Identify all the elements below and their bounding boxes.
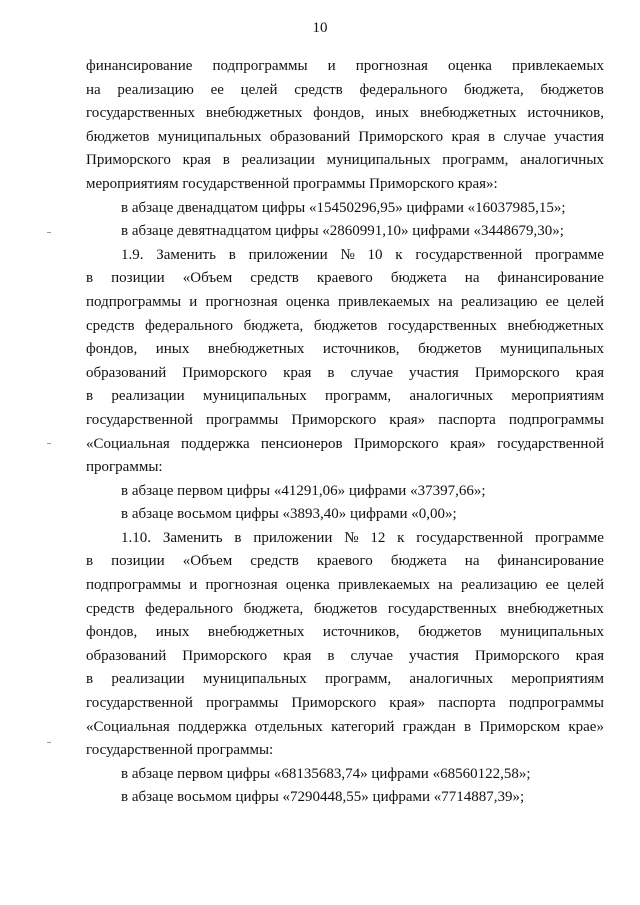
word: бюджетов [86, 128, 150, 145]
word: в [86, 388, 94, 405]
word: № [340, 246, 355, 263]
word: Приморского [182, 364, 268, 381]
text-line: государственной программы: [86, 742, 274, 759]
word: государственной [86, 411, 193, 428]
word: и [189, 293, 198, 310]
word: прогнозная [205, 293, 278, 310]
word: аналогичных [409, 388, 494, 405]
word: категорий [331, 718, 395, 735]
word: внебюджетных [207, 341, 305, 358]
text-line [86, 244, 604, 268]
word: муниципальных [157, 128, 262, 145]
word: программы [205, 695, 279, 712]
text-line [86, 362, 604, 386]
text-line [86, 645, 604, 669]
word: федерального [359, 81, 448, 98]
word: бюджетов [313, 600, 378, 617]
word: муниципальных [500, 624, 604, 641]
word: привлекаемых [337, 577, 430, 594]
text-line [86, 433, 604, 457]
word: в [222, 152, 230, 169]
word: подпрограммы [86, 577, 182, 594]
word: подпрограммы [86, 293, 182, 310]
word: фондов, [86, 341, 138, 358]
text-line [86, 149, 604, 173]
text-line: мероприятиям государственной программы Приморского края»: [86, 175, 498, 192]
word: подпрограммы [212, 58, 308, 74]
word: внебюджетных [419, 105, 517, 122]
text-line [86, 574, 604, 598]
word: случае [350, 364, 393, 381]
text-line: программы: [86, 459, 163, 476]
word: реализацию [117, 81, 194, 98]
word: края» [389, 695, 426, 712]
word: Заменить [162, 529, 223, 546]
word: к [397, 529, 405, 546]
word: участия [408, 364, 459, 381]
word: приложении [253, 529, 333, 546]
word: аналогичных [520, 152, 604, 169]
word: на [438, 577, 453, 594]
word: паспорта [438, 411, 496, 428]
word: Приморского [182, 647, 268, 664]
word: образований [269, 128, 351, 145]
word: края [283, 364, 312, 381]
text-line [86, 716, 604, 740]
word: государственной [497, 435, 604, 452]
word: муниципальных [202, 388, 307, 405]
word: позиции [111, 553, 165, 570]
word: источников, [322, 341, 400, 358]
word: фондов, [313, 105, 365, 122]
word: оценка [285, 577, 330, 594]
text-line [86, 621, 604, 645]
word: Приморского [291, 695, 377, 712]
word: средств [86, 317, 135, 334]
word: Приморском [479, 718, 561, 735]
word: бюджета, [243, 317, 304, 334]
word: подпрограммы [508, 695, 604, 712]
word: программ, [442, 152, 509, 169]
text-line [86, 668, 604, 692]
word: мероприятиям [511, 388, 604, 405]
word: 1.9. [121, 246, 144, 263]
margin-mark [47, 232, 51, 233]
word: участия [408, 647, 459, 664]
word: случае [350, 647, 393, 664]
word: в [327, 647, 335, 664]
word: внебюджетных [207, 624, 305, 641]
word: программ, [325, 671, 392, 688]
word: на [464, 270, 480, 287]
word: ее [545, 293, 559, 310]
word: в [228, 246, 236, 263]
word: позиции [111, 270, 165, 287]
word: средств [294, 81, 343, 98]
word: государственной [415, 246, 523, 263]
word: бюджета, [243, 600, 304, 617]
word: прогнозная [355, 58, 428, 74]
word: и [327, 58, 336, 74]
word: образований [86, 364, 167, 381]
word: к [395, 246, 403, 263]
word: поддержка [178, 718, 247, 735]
word: в [488, 128, 496, 145]
word: Заменить [156, 246, 217, 263]
text-line [86, 315, 604, 339]
word: федерального [145, 600, 234, 617]
word: аналогичных [409, 671, 494, 688]
word: программе [534, 529, 604, 546]
word: внебюджетных [507, 317, 604, 334]
word: государственных [387, 317, 497, 334]
text-line [86, 385, 604, 409]
word: в [86, 671, 94, 688]
text-line: в абзаце первом цифры «68135683,74» цифрами «68560122,58»; [121, 765, 531, 782]
word: внебюджетных [507, 600, 604, 617]
word: федерального [145, 317, 234, 334]
word: Приморского [474, 647, 560, 664]
text-line [86, 598, 604, 622]
word: паспорта [438, 695, 496, 712]
word: оценка [447, 58, 492, 74]
word: участия [554, 128, 604, 145]
text-line [86, 692, 604, 716]
word: финансирование [497, 553, 604, 570]
word: иных [155, 624, 190, 641]
word: реализации [111, 388, 185, 405]
text-line [86, 126, 604, 150]
word: привлекаемых [511, 58, 604, 74]
word: на [86, 81, 101, 98]
word: мероприятиям [511, 671, 604, 688]
text-line [86, 550, 604, 574]
word: поддержка [181, 435, 250, 452]
margin-mark [47, 443, 51, 444]
word: подпрограммы [508, 411, 604, 428]
word: «Социальная [86, 435, 170, 452]
text-line: в абзаце двенадцатом цифры «15450296,95» цифрами «16037985,15»; [121, 199, 566, 216]
word: программы [205, 411, 279, 428]
word: 10 [367, 246, 383, 263]
word: оценка [285, 293, 330, 310]
word: в [86, 553, 94, 570]
word: бюджетов [418, 341, 482, 358]
word: краевого [316, 270, 373, 287]
word: в [327, 364, 335, 381]
word: муниципальных [500, 341, 604, 358]
word: муниципальных [202, 671, 307, 688]
word: внебюджетных [205, 105, 303, 122]
word: источников, [527, 105, 604, 122]
word: 12 [370, 529, 386, 546]
text-line: в абзаце девятнадцатом цифры «2860991,10» цифрами «3448679,30»; [121, 223, 564, 240]
word: в [463, 718, 472, 735]
text-line [86, 527, 604, 551]
document-body [86, 55, 604, 810]
word: Приморского [86, 152, 171, 169]
word: государственной [416, 529, 524, 546]
word: № [344, 529, 359, 546]
word: Приморского [353, 435, 439, 452]
word: и [189, 577, 198, 594]
word: государственных [86, 105, 195, 122]
word: Приморского [474, 364, 560, 381]
text-line: в абзаце восьмом цифры «7290448,55» цифрами «7714887,39»; [121, 789, 525, 806]
word: прогнозная [205, 577, 278, 594]
word: приложении [248, 246, 328, 263]
word: Приморского [291, 411, 377, 428]
word: бюджета [390, 553, 447, 570]
word: фондов, [86, 624, 138, 641]
word: бюджетов [313, 317, 378, 334]
word: финансирование [497, 270, 604, 287]
word: бюджетов [418, 624, 482, 641]
text-line [86, 338, 604, 362]
word: края» [389, 411, 426, 428]
text-line [86, 79, 604, 103]
word: программ, [325, 388, 392, 405]
word: в [234, 529, 242, 546]
word: средств [250, 553, 299, 570]
word: привлекаемых [337, 293, 430, 310]
word: 1.10. [121, 529, 151, 546]
text-line: в абзаце восьмом цифры «3893,40» цифрами «0,00»; [121, 506, 457, 523]
word: «Объем [182, 270, 233, 287]
word: реализации [241, 152, 315, 169]
word: на [464, 553, 480, 570]
word: на [438, 293, 453, 310]
word: ее [210, 81, 224, 98]
word: иных [155, 341, 190, 358]
word: в [86, 270, 94, 287]
word: целей [567, 577, 604, 594]
word: финансирование [86, 58, 193, 74]
word: средств [250, 270, 299, 287]
word: источников, [322, 624, 400, 641]
word: «Объем [182, 553, 233, 570]
word: края [575, 364, 604, 381]
word: образований [86, 647, 167, 664]
word: крае» [568, 718, 604, 735]
word: краевого [316, 553, 373, 570]
text-line [86, 267, 604, 291]
margin-mark [47, 742, 51, 743]
text-line [86, 55, 604, 79]
text-line [86, 291, 604, 315]
word: иных [375, 105, 410, 122]
word: пенсионеров [260, 435, 343, 452]
word: целей [240, 81, 278, 98]
word: края [283, 647, 312, 664]
word: муниципальных [326, 152, 431, 169]
word: бюджетов [540, 81, 604, 98]
word: края» [449, 435, 486, 452]
text-line [86, 409, 604, 433]
word: программе [534, 246, 604, 263]
word: бюджета, [464, 81, 524, 98]
word: края [182, 152, 211, 169]
word: государственной [86, 695, 193, 712]
word: целей [567, 293, 604, 310]
word: края [451, 128, 480, 145]
word: Приморского [358, 128, 444, 145]
word: средств [86, 600, 135, 617]
word: реализацию [460, 293, 538, 310]
word: отдельных [254, 718, 323, 735]
word: реализации [111, 671, 185, 688]
word: реализацию [460, 577, 538, 594]
page-number: 10 [312, 20, 328, 36]
word: случае [503, 128, 546, 145]
word: ее [545, 577, 559, 594]
word: граждан [402, 718, 456, 735]
word: «Социальная [86, 718, 170, 735]
text-line: в абзаце первом цифры «41291,06» цифрами «37397,66»; [121, 482, 486, 499]
word: бюджета [390, 270, 447, 287]
word: края [575, 647, 604, 664]
text-line [86, 102, 604, 126]
word: государственных [387, 600, 497, 617]
